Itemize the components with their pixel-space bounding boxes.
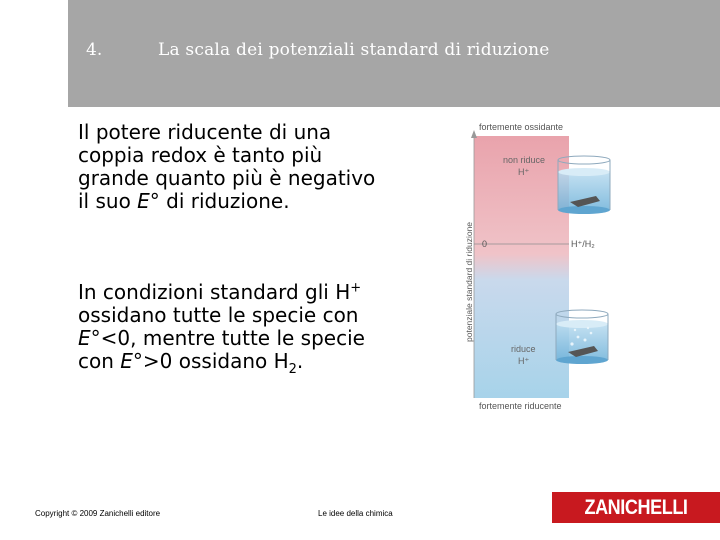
label-does-not-reduce: non riduce bbox=[503, 155, 546, 165]
footer-copyright: Copyright © 2009 Zanichelli editore bbox=[35, 509, 161, 518]
label-reduces: riduce bbox=[511, 344, 536, 354]
section-number: 4. bbox=[86, 40, 103, 60]
label-zero: 0 bbox=[482, 239, 488, 249]
publisher-logo-text: ZANICHELLI bbox=[584, 496, 688, 519]
label-lower-h-plus: H⁺ bbox=[518, 356, 530, 366]
publisher-logo bbox=[552, 492, 720, 523]
paragraph-standard-conditions: In condizioni standard gli H+ ossidano tutte le specie con E°<0, mentre tutte le specie con E°>0 ossidano $H_2$. bbox=[78, 280, 365, 377]
reduction-scale-diagram bbox=[460, 116, 620, 416]
label-strongly-reducing: fortemente riducente bbox=[479, 401, 562, 411]
footer-book-title: Le idee della chimica bbox=[318, 509, 393, 518]
label-strongly-oxidizing: fortemente ossidante bbox=[479, 122, 564, 132]
scale-axis-arrow bbox=[471, 130, 477, 138]
axis-label-potential: potenziale standard di riduzione bbox=[464, 221, 474, 342]
paragraph-reducing-power: Il potere riducente di una coppia redox è tanto più grande quanto più è negativo il suo E° di riduzione. bbox=[78, 120, 376, 213]
slide-title: La scala dei potenziali standard di riduzione bbox=[158, 40, 550, 60]
label-hydrogen-couple: H⁺/H₂ bbox=[571, 239, 595, 249]
label-upper-h-plus: H⁺ bbox=[518, 167, 530, 177]
reduction-potential-figure bbox=[460, 116, 620, 416]
